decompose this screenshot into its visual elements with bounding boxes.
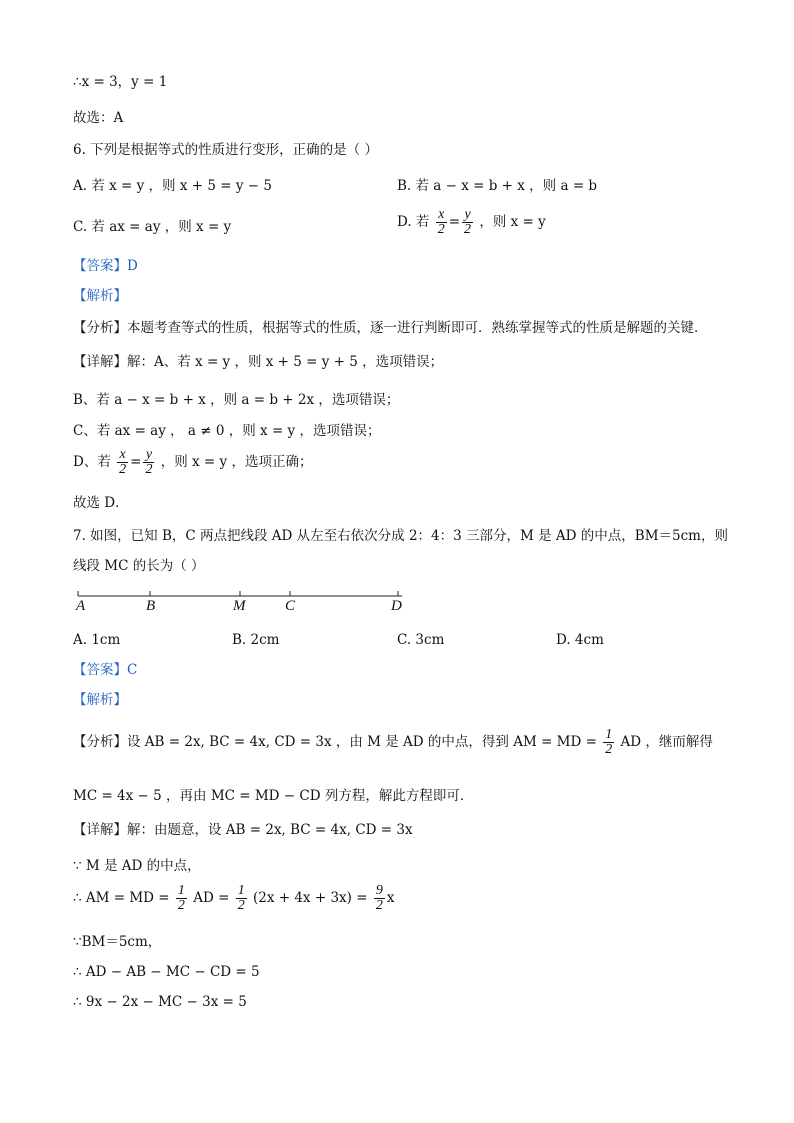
q6-option-c: C. 若 ax = ay ，则 x = y xyxy=(73,219,232,235)
fraction-x-over-2: $\frac{x}{2}$ xyxy=(119,447,127,477)
q7-fenxi-suffix: AD ，继而解得 xyxy=(620,734,713,750)
q7-fenxi-prefix: 【分析】设 AB = 2x, BC = 4x, CD = 3x ，由 M 是 AD 的中点，得到 AM = MD = xyxy=(73,734,597,750)
q7-option-c: C. 3cm xyxy=(397,632,445,648)
q7-fenxi xyxy=(73,728,713,757)
q7-detail-2: ∵ M 是 AD 的中点， xyxy=(73,858,201,874)
q7-detail-5: ∴ AD − AB − MC − CD = 5 xyxy=(73,964,260,980)
fraction-9-over-2: $\frac{9}{2}$ xyxy=(375,883,383,913)
q6-option-b: B. 若 a − x = b + x ，则 a = b xyxy=(397,178,598,194)
point-label-a: A xyxy=(76,598,86,614)
q7-detail-3-middle2: (2x + 4x + 3x) = xyxy=(252,890,368,906)
q6-option-d-suffix: ，则 x = y xyxy=(479,214,546,230)
q7-stem-line1: 7. 如图，已知 B，C 两点把线段 AD 从左至右依次分成 2：4：3 三部分，M 是 AD 的中点，BM＝5cm，则 xyxy=(73,528,728,544)
q7-stem-line2: 线段 MC 的长为（ ） xyxy=(73,558,205,574)
q7-detail-3-suffix: x xyxy=(386,890,395,906)
q6-analysis-label: 【解析】 xyxy=(73,288,127,304)
q6-detail-d: D、若 $\frac{x}{2}$ = $\frac{y}{2}$ ，则 x = y ，选项正确； xyxy=(73,447,313,477)
point-label-c: C xyxy=(285,598,296,614)
conclusion-line: ∴x = 3，y = 1 xyxy=(73,74,168,90)
point-label-d: D xyxy=(391,598,402,614)
q6-detail-d-prefix: D、若 xyxy=(73,454,111,470)
point-label-b: B xyxy=(146,598,156,614)
q7-option-a: A. 1cm xyxy=(73,632,121,648)
q6-answer: 【答案】D xyxy=(73,258,138,274)
q6-detail-c: C、若 ax = ay ， a ≠ 0 ，则 x = y ，选项错误； xyxy=(73,423,381,439)
q6-fenxi: 【分析】本题考查等式的性质，根据等式的性质，逐一进行判断即可．熟练掌握等式的性质是解题的关键． xyxy=(73,320,708,336)
fraction-1-over-2: $\frac{1}{2}$ xyxy=(237,883,245,913)
q6-detail-a: 【详解】解：A、若 x = y ，则 x + 5 = y + 5 ，选项错误； xyxy=(73,354,444,370)
q6-detail-d-suffix: ，则 x = y ，选项正确； xyxy=(160,454,313,470)
q7-option-d: D. 4cm xyxy=(556,632,604,648)
q6-option-a: A. 若 x = y ，则 x + 5 = y − 5 xyxy=(73,178,272,194)
q7-detail-3 xyxy=(73,884,394,913)
q7-detail-3-middle: AD = xyxy=(193,890,230,906)
fraction-y-over-2: $\frac{y}{2}$ xyxy=(145,447,153,477)
q7-option-b: B. 2cm xyxy=(232,632,280,648)
q6-detail-b: B、若 a − x = b + x ，则 a = b + 2x ，选项错误； xyxy=(73,392,400,408)
fraction-x-over-2: $\frac{x}{2}$ xyxy=(437,207,445,237)
q6-stem: 6. 下列是根据等式的性质进行变形，正确的是（ ） xyxy=(73,142,378,158)
q7-analysis-label: 【解析】 xyxy=(73,692,127,708)
q6-choose: 故选 D． xyxy=(73,495,129,511)
q7-detail-3-prefix: ∴ AM = MD = xyxy=(73,890,170,906)
q7-answer: 【答案】C xyxy=(73,662,138,678)
q7-fenxi-line2: MC = 4x − 5 ，再由 MC = MD − CD 列方程，解此方程即可． xyxy=(73,788,474,804)
q7-detail-4: ∵BM＝5cm， xyxy=(73,934,162,950)
q6-option-d-prefix: D. 若 xyxy=(397,214,430,230)
choose-line: 故选：A xyxy=(73,110,124,126)
q6-option-d: D. 若 $\frac{x}{2}$ = $\frac{y}{2}$ ，则 x = y xyxy=(397,207,546,237)
q7-detail-6: ∴ 9x − 2x − MC − 3x = 5 xyxy=(73,994,247,1010)
fraction-1-over-2: $\frac{1}{2}$ xyxy=(605,727,613,757)
point-label-m: M xyxy=(233,598,246,614)
fraction-1-over-2: $\frac{1}{2}$ xyxy=(177,883,185,913)
fraction-y-over-2: $\frac{y}{2}$ xyxy=(464,207,472,237)
q7-detail-1: 【详解】解：由题意，设 AB = 2x, BC = 4x, CD = 3x xyxy=(73,822,413,838)
